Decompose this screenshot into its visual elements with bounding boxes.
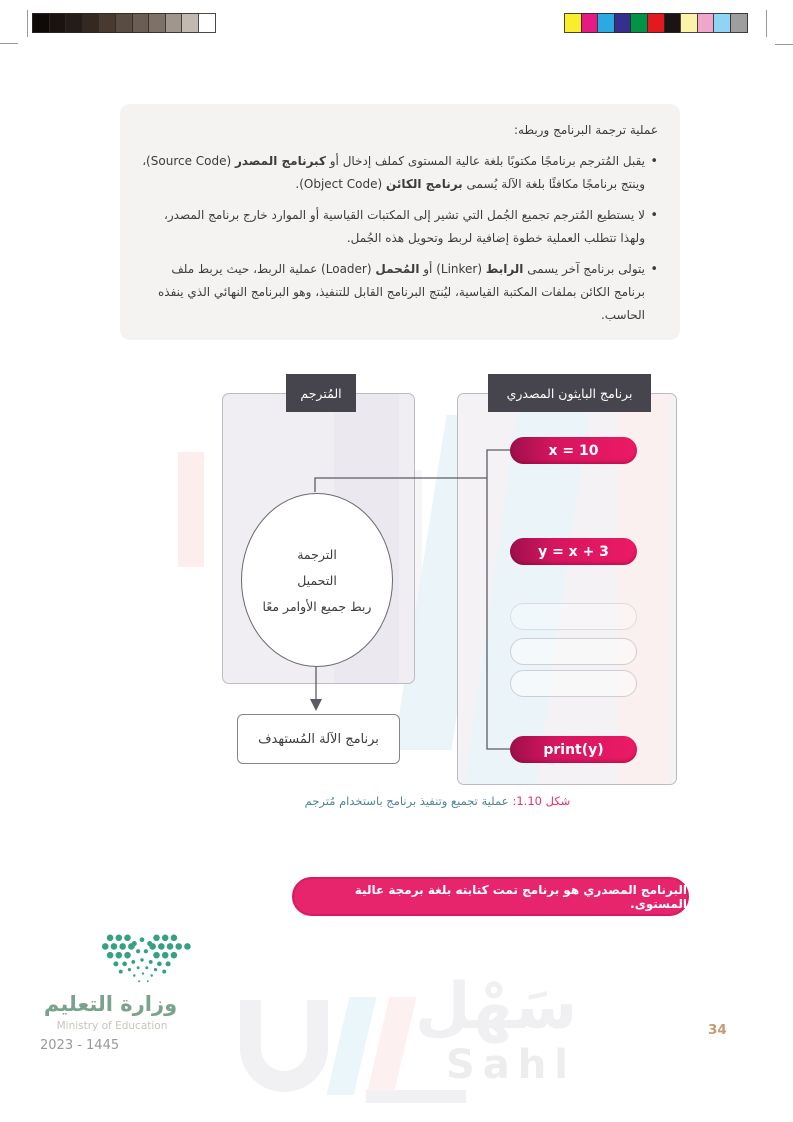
translator-panel-header: المُترجم (286, 374, 356, 412)
calibration-swatch (65, 13, 83, 33)
color-calibration-bar (565, 13, 748, 33)
calibration-swatch (697, 13, 715, 33)
textbox-bullet: • يتولى برنامج آخر يسمى الرابط (Linker) أو المُحمل (Loader) عملية الربط، حيث يربط ملف برنامج الكائن بملفات المكتبة القياسية، ليُنتج البرنامج القابل للتنفيذ، وهو البرنامج النهائي الذي ينفذه الحاسب. (138, 258, 658, 327)
code-pill: x = 10 (510, 437, 637, 464)
crop-mark (27, 10, 28, 37)
calibration-swatch (713, 13, 731, 33)
calibration-swatch (664, 13, 682, 33)
watermark-arabic-text: سَهْل (415, 970, 578, 1044)
process-step-label: الترجمة (297, 546, 337, 562)
calibration-swatch (132, 13, 150, 33)
figure-number: شكل 1.10: (512, 794, 571, 808)
watermark-logo-underline (366, 1090, 466, 1103)
calibration-swatch (630, 13, 648, 33)
crop-mark (0, 43, 18, 44)
calibration-swatch (32, 13, 50, 33)
calibration-swatch (597, 13, 615, 33)
calibration-swatch (148, 13, 166, 33)
section-title: عملية ترجمة البرنامج وربطه: (514, 123, 658, 137)
process-step-label: التحميل (297, 572, 337, 588)
calibration-swatch (82, 13, 100, 33)
code-pill: y = x + 3 (510, 538, 637, 565)
calibration-swatch (115, 13, 133, 33)
grayscale-calibration-bar (33, 13, 216, 33)
calibration-swatch (564, 13, 582, 33)
empty-code-pill (510, 603, 637, 630)
ministry-name-english: Ministry of Education (56, 1020, 168, 1032)
ministry-logo-dots-icon (84, 930, 200, 990)
textbox-bullet: • يقبل المُترجم برنامجًا مكتوبًا بلغة عالية المستوى كملف إدخال أو كبرنامج المصدر (Source Code)، وينتج برنامجًا مكافئًا بلغة الآلة يُسمى برنامج الكائن (Object Code). (138, 150, 658, 196)
code-pill: print(y) (510, 736, 637, 763)
target-machine-program-box: برنامج الآلة المُستهدف (237, 714, 400, 764)
lesson-text-box (120, 104, 680, 340)
textbox-bullets (138, 150, 658, 327)
empty-code-pill (510, 670, 637, 697)
edition-years: 2023 - 1445 (40, 1038, 120, 1053)
watermark-pink-band (178, 452, 204, 567)
calibration-swatch (98, 13, 116, 33)
calibration-swatch (198, 13, 216, 33)
figure-caption (180, 794, 695, 808)
calibration-swatch (181, 13, 199, 33)
crop-mark (775, 44, 793, 45)
textbox-bullet: • لا يستطيع المُترجم تجميع الجُمل التي تشير إلى المكتبات القياسية أو الموارد خارج برنامج المصدر، ولهذا تتطلب العملية خطوة إضافية لربط وتحويل هذه الجُمل. (138, 204, 658, 250)
calibration-swatch (730, 13, 748, 33)
calibration-swatch (647, 13, 665, 33)
definition-banner: البرنامج المصدري هو برنامج تمت كتابته بلغة برمجة عالية المستوى. (292, 877, 689, 916)
process-circle (241, 493, 393, 667)
crop-mark (766, 10, 767, 37)
figure-caption-text: عملية تجميع وتنفيذ برنامج باستخدام مُترجم (304, 794, 509, 808)
watermark-logo-pink-slash (367, 997, 417, 1095)
empty-code-pill (510, 638, 637, 665)
watermark-latin-text: Sahl (446, 1042, 576, 1088)
watermark-logo-u (240, 1000, 328, 1092)
calibration-swatch (49, 13, 67, 33)
page-number: 34 (708, 1022, 727, 1038)
calibration-swatch (165, 13, 183, 33)
calibration-swatch (680, 13, 698, 33)
calibration-swatch (581, 13, 599, 33)
ministry-name-arabic: وزارة التعليم (43, 992, 178, 1016)
calibration-swatch (614, 13, 632, 33)
source-panel-header: برنامج البايثون المصدري (488, 374, 651, 412)
process-step-label: ربط جميع الأوامر معًا (262, 598, 372, 614)
